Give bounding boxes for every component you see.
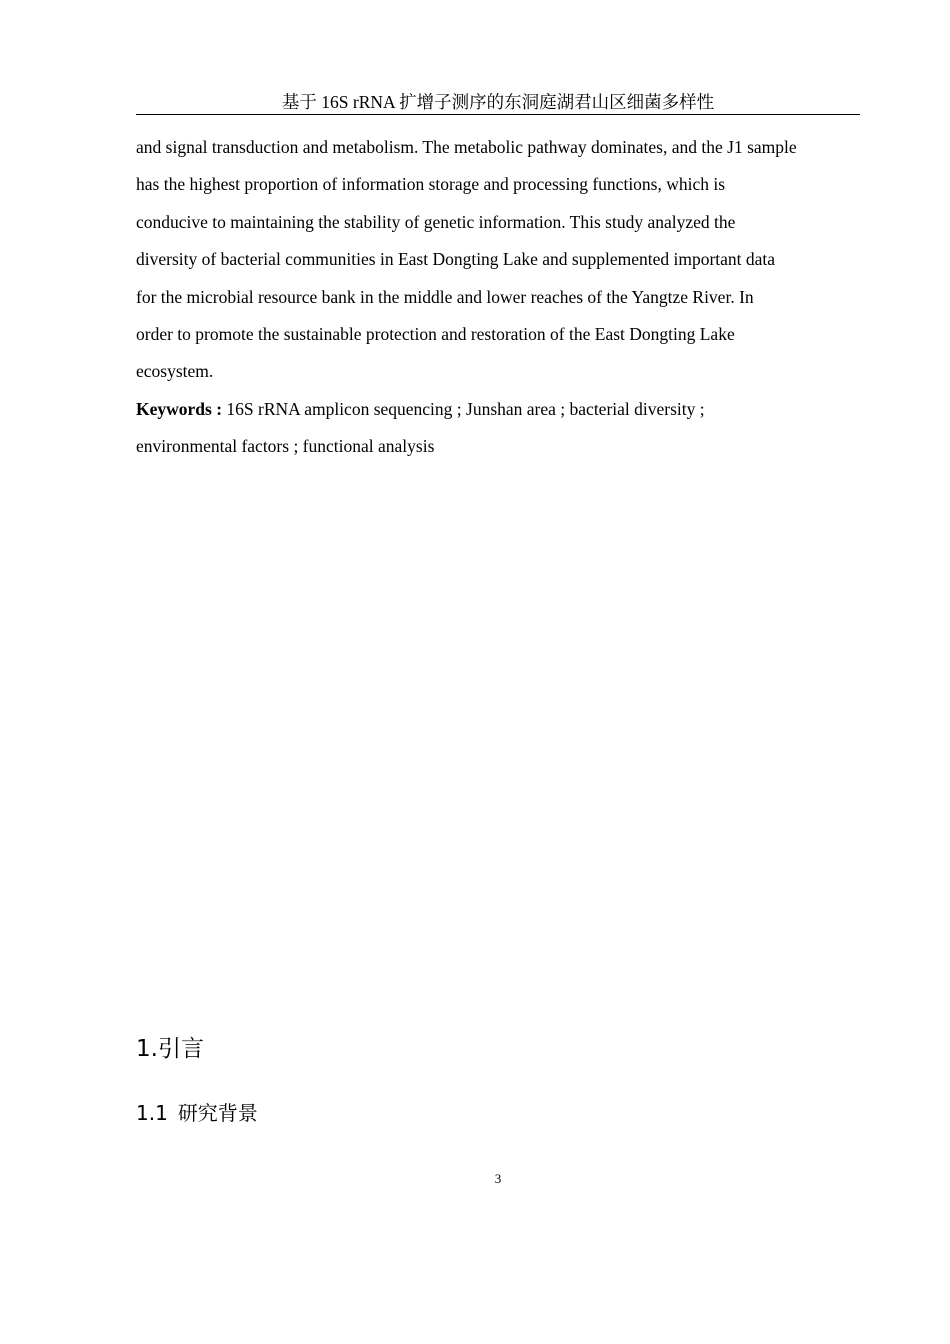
running-header	[136, 90, 860, 115]
abstract-line: and signal transduction and metabolism. The metabolic pathway dominates, and the J1 sample	[136, 137, 797, 157]
abstract-line: order to promote the sustainable protection and restoration of the East Dongting Lake	[136, 323, 735, 344]
abstract-line: conducive to maintaining the stability of genetic information. This study analyzed the	[136, 211, 736, 232]
page-number: 3	[494, 1171, 502, 1186]
subsection-title: 研究背景	[177, 1101, 258, 1125]
section-heading-introduction: 1.引言	[136, 1036, 204, 1062]
abstract-paragraph	[136, 129, 866, 391]
keywords-text-1: 16S rRNA amplicon sequencing ; Junshan area ; bacterial diversity ;	[222, 399, 705, 419]
keywords-label: Keywords :	[136, 399, 223, 419]
subsection-number: 1.1	[136, 1101, 168, 1125]
abstract-line: has the highest proportion of information storage and processing functions, which is	[136, 174, 726, 195]
keywords-line-1	[136, 391, 866, 428]
subsection-heading-background	[136, 1098, 258, 1128]
keywords-line-2: environmental factors ; functional analysis	[136, 436, 435, 457]
abstract-line: diversity of bacterial communities in East Dongting Lake and supplemented important data	[136, 249, 776, 270]
abstract-line: ecosystem.	[136, 361, 214, 382]
abstract-line: for the microbial resource bank in the middle and lower reaches of the Yangtze River. In	[136, 286, 754, 307]
keywords-block	[136, 391, 866, 466]
running-header-title: 基于 16S rRNA 扩增子测序的东洞庭湖君山区细菌多样性	[281, 92, 715, 112]
